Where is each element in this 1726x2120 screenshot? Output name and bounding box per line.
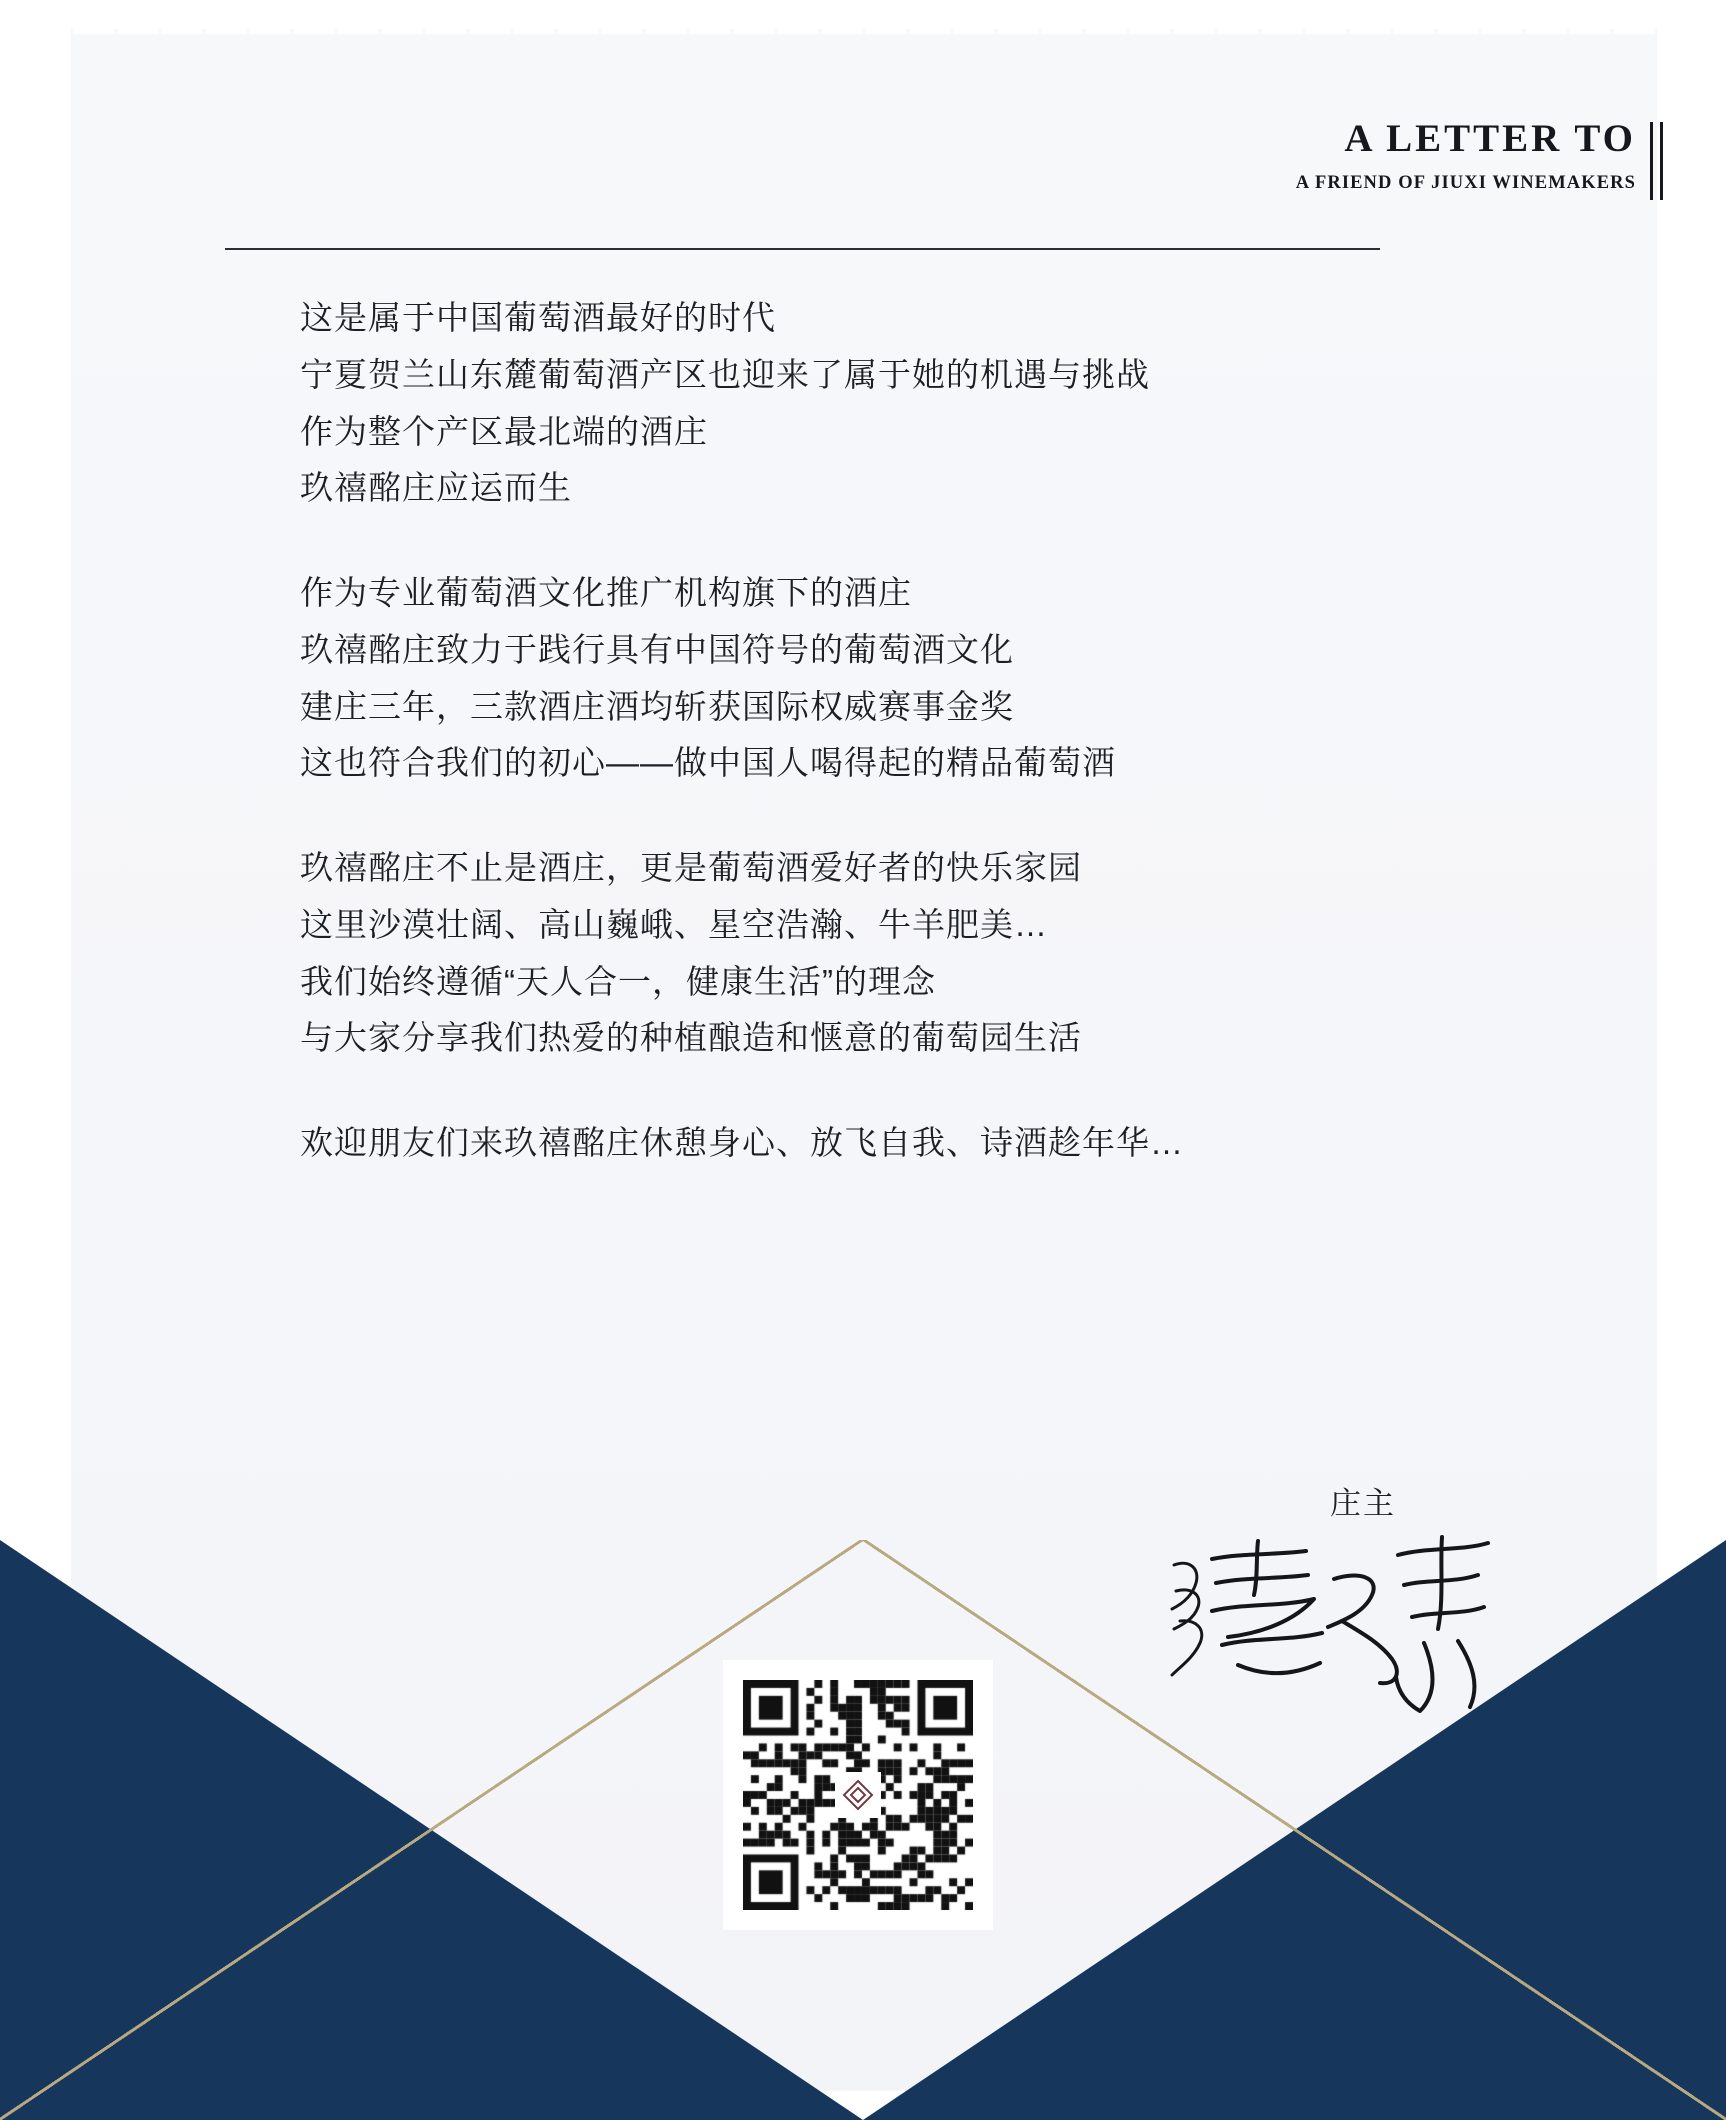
signature-role-label: 庄主 [1330,1486,1396,1521]
header-divider [225,248,1380,250]
paragraph [300,565,1420,792]
letter-line: 欢迎朋友们来玖禧酩庄休憩身心、放飞自我、诗酒趁年华… [300,1124,1184,1161]
paragraph [300,290,1420,517]
envelope-right-gold-line [863,1540,1726,2120]
letter-line: 这也符合我们的初心——做中国人喝得起的精品葡萄酒 [300,744,1116,782]
letter-line: 这里沙漠壮阔、高山巍峨、星空浩瀚、牛羊肥美… [300,905,1048,943]
letter-line: 玖禧酩庄应运而生 [300,469,572,507]
letter-line: 作为专业葡萄酒文化推广机构旗下的酒庄 [300,574,912,611]
paper-scalloped-edge [72,0,1656,34]
letter-line: 玖禧酩庄致力于践行具有中国符号的葡萄酒文化 [300,630,1014,668]
letter-header [936,118,1636,194]
letter-line: 作为整个产区最北端的酒庄 [300,412,708,450]
letter-line: 与大家分享我们热爱的种植酿造和惬意的葡萄园生活 [300,1019,1082,1057]
letter-line: 宁夏贺兰山东麓葡萄酒产区也迎来了属于她的机遇与挑战 [300,355,1150,393]
double-bar-decoration-icon [1650,122,1668,200]
letter-line: 这是属于中国葡萄酒最好的时代 [300,299,776,336]
page-subtitle: A FRIEND OF JIUXI WINEMAKERS [1295,172,1636,193]
letter-line: 玖禧酩庄不止是酒庄，更是葡萄酒爱好者的快乐家园 [300,849,1082,886]
envelope-left-gold-line [0,1540,863,2120]
letter-line: 我们始终遵循“天人合一，健康生活”的理念 [300,962,936,1000]
page-title: A LETTER TO [1344,117,1636,160]
letter-body [300,290,1420,1172]
letter-line: 建庄三年，三款酒庄酒均斩获国际权威赛事金奖 [300,687,1014,725]
paragraph [300,1115,1420,1172]
paragraph [300,840,1420,1067]
